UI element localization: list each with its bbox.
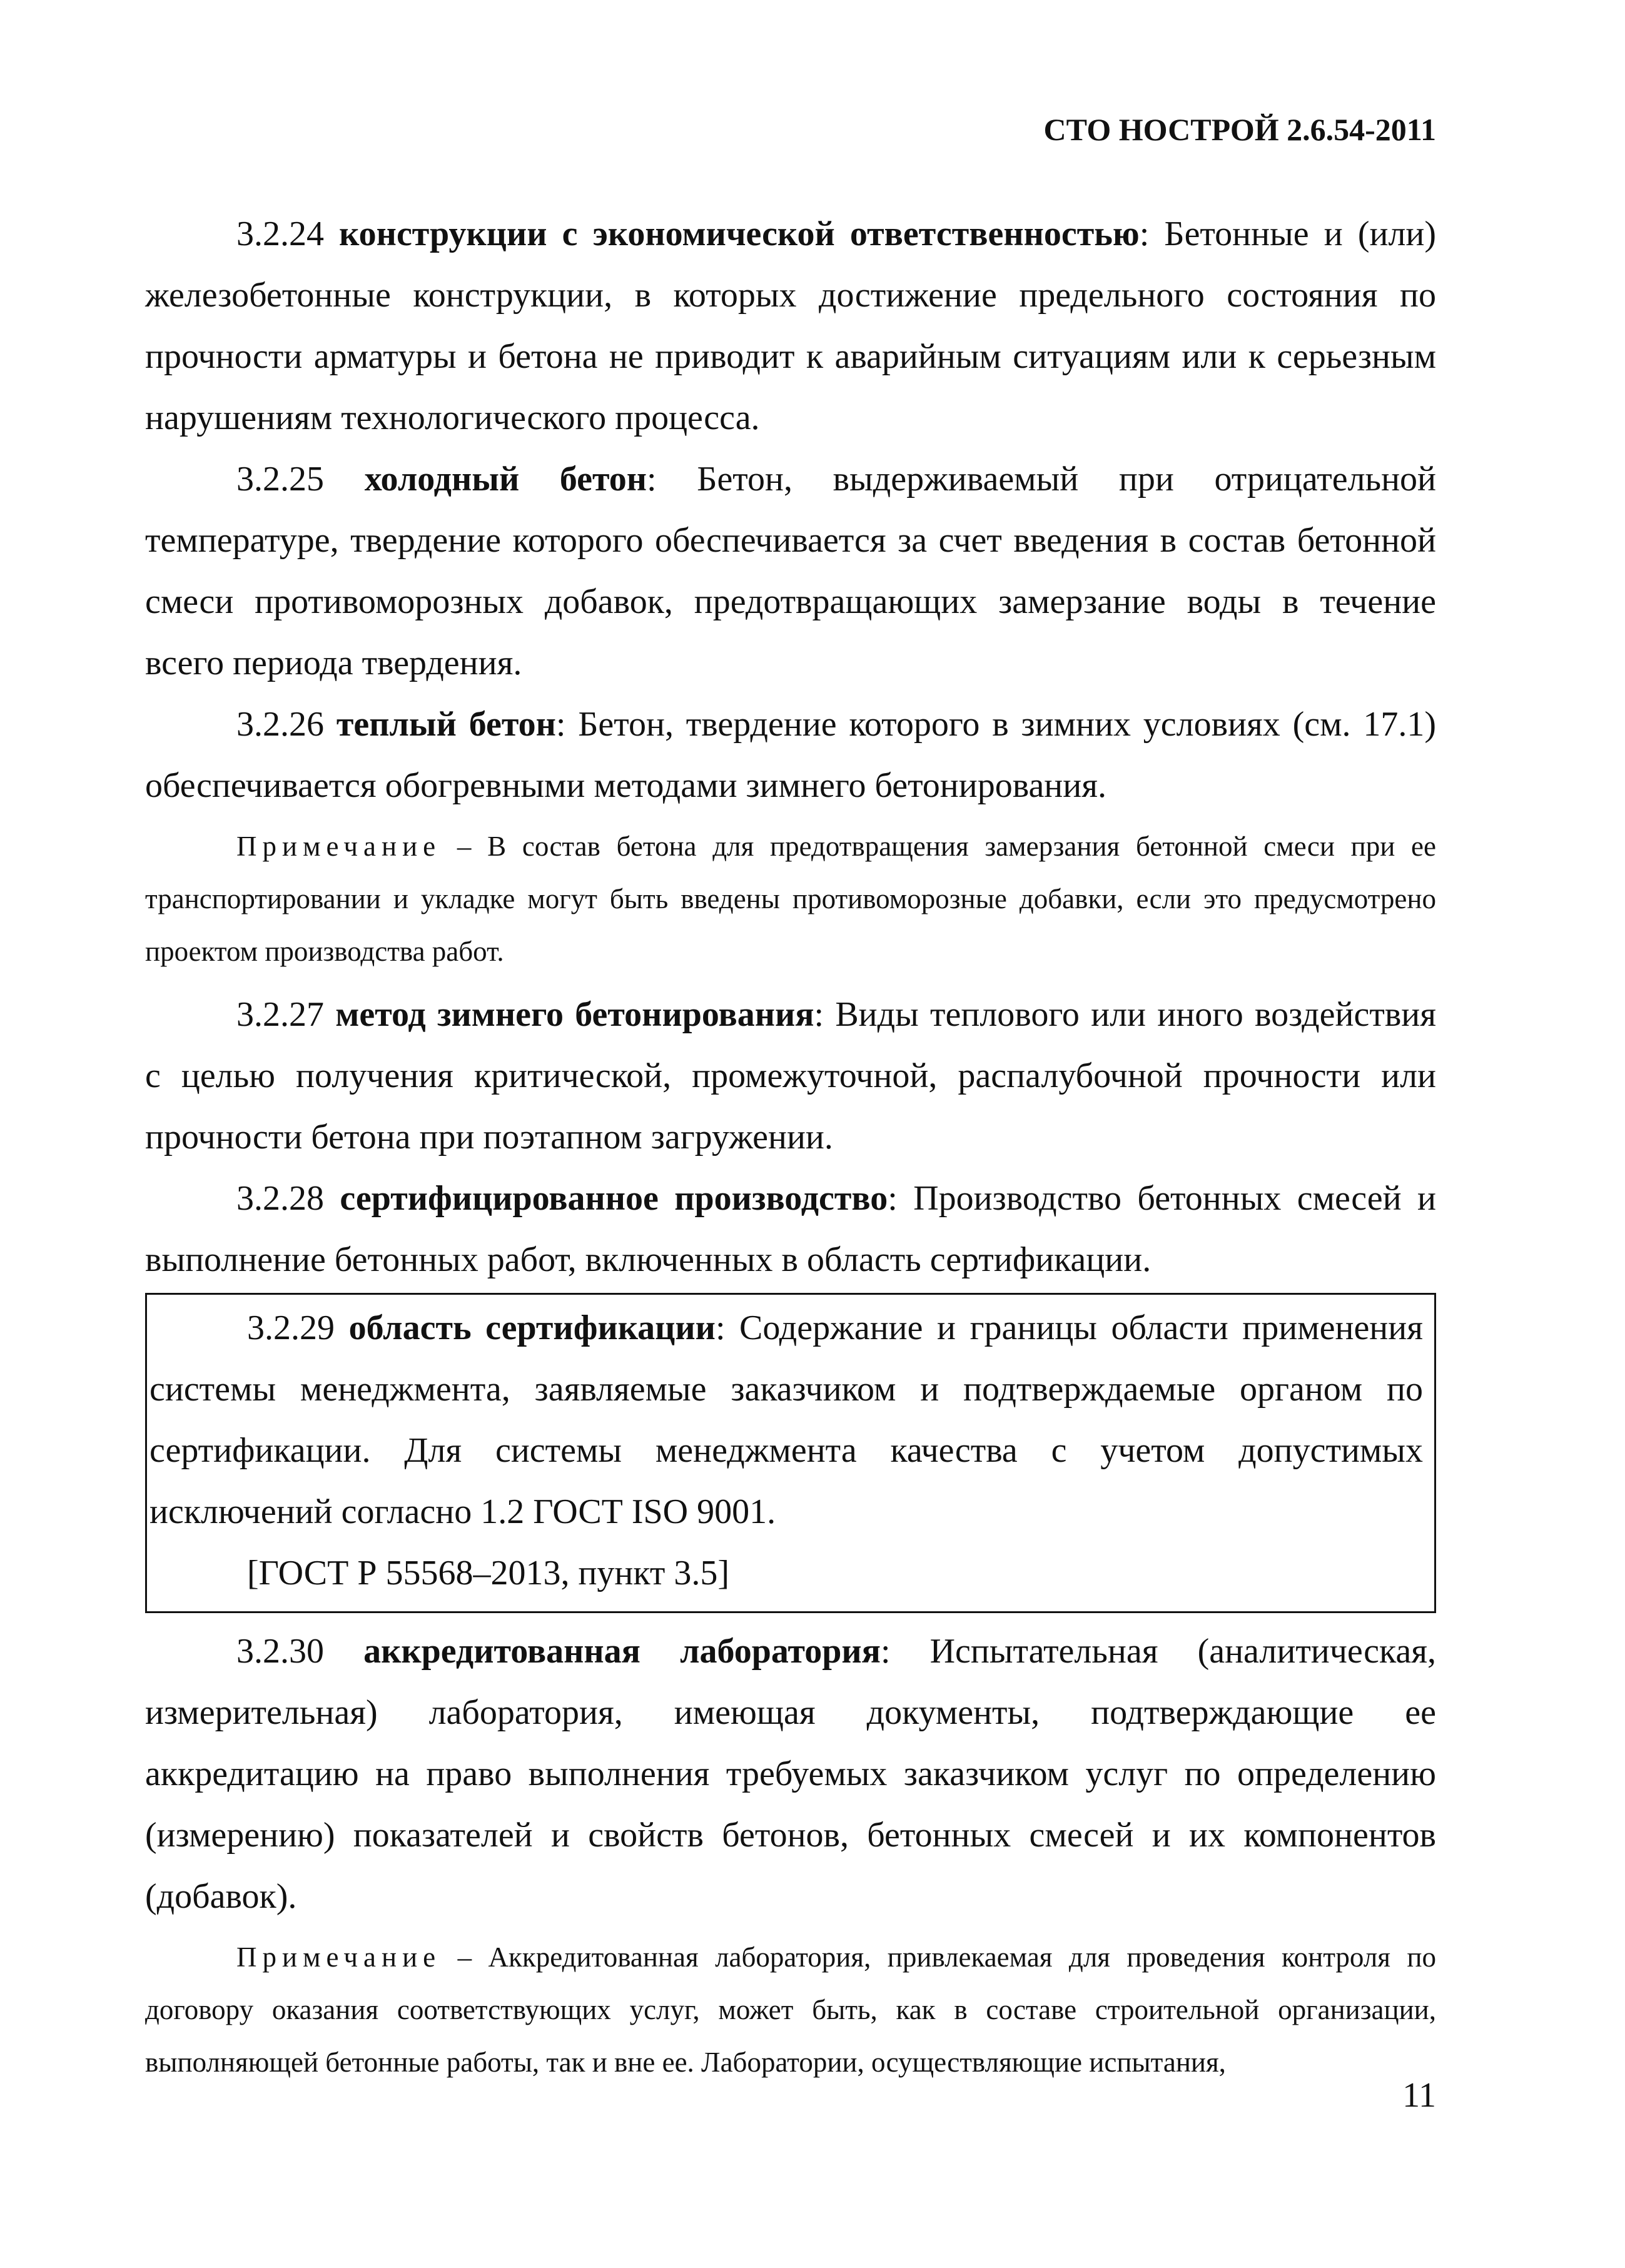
term-3-2-30 [145,1621,1436,1927]
term-name: теплый бетон [336,705,556,744]
note-accredited-lab [145,1931,1436,2088]
page-number: 11 [1402,2076,1436,2115]
term-3-2-24 [145,203,1436,448]
term-name: область сертификации [348,1309,716,1347]
term-number: 3.2.29 [247,1309,335,1347]
term-name: сертифицированное производство [340,1179,888,1218]
term-name: метод зимнего бетонирования [335,995,814,1034]
term-definition: : Испытательная (аналитическая, измерительная) лаборатория, имеющая документы, подтверждающие ее аккредитацию на право выполнения требуемых заказчиком услуг по определению (измерению) показателей и свойств бетонов, бетонных смесей и их компонентов (добавок). [145,1632,1437,1916]
term-number: 3.2.30 [236,1632,324,1671]
term-definition: : Бетон, твердение которого в зимних условиях (см. 17.1) обеспечивается обогревными методами зимнего бетонирования. [145,705,1437,805]
term-3-2-29 [149,1297,1423,1542]
term-number: 3.2.24 [236,215,324,253]
term-definition: : Производство бетонных смесей и выполнение бетонных работ, включенных в область сертификации. [145,1179,1436,1279]
term-3-2-25 [145,448,1436,694]
boxed-term-3-2-29 [145,1293,1436,1613]
note-label: Примечание [236,1941,442,1973]
document-body [145,203,1436,2095]
term-3-2-27 [145,984,1436,1168]
note-text: – В состав бетона для предотвращения замерзания бетонной смеси при ее транспортировании и укладке могут быть введены противоморозные добавки, если это предусмотрено проектом производства работ. [145,831,1436,967]
note-label: Примечание [236,831,442,862]
term-name: аккредитованная лаборатория [363,1632,881,1671]
term-name: холодный бетон [364,460,647,499]
note-text: – Аккредитованная лаборатория, привлекаемая для проведения контроля по договору оказания соответствующих услуг, может быть, как в составе строительной организации, выполняющей бетонные работы, так и вне ее. Лаборатории, осуществляющие испытания, [145,1941,1436,2078]
term-number: 3.2.26 [236,705,324,744]
term-name: конструкции с экономической ответственностью [339,215,1140,253]
term-definition: : Содержание и границы области применения системы менеджмента, заявляемые заказчиком и подтверждаемые органом по сертификации. Для системы менеджмента качества с учетом допустимых исключений согласно 1.2 ГОСТ ISO 9001. [149,1309,1423,1531]
note-winter-additives [145,820,1436,978]
term-definition: : Бетон, выдерживаемый при отрицательной температуре, твердение которого обеспечивается за счет введения в состав бетонной смеси противоморозных добавок, предотвращающих замерзание воды в течение всего периода твердения. [145,460,1437,682]
document-header: СТО НОСТРОЙ 2.6.54-2011 [1043,112,1436,147]
term-definition: : Виды теплового или иного воздействия с целью получения критической, промежуточной, распалубочной прочности или прочности бетона при поэтапном загружении. [145,995,1436,1157]
term-definition: : Бетонные и (или) железобетонные конструкции, в которых достижение предельного состояния по прочности арматуры и бетона не приводит к аварийным ситуациям или к серьезным нарушениям технологического процесса. [145,215,1437,437]
term-3-2-28 [145,1168,1436,1290]
term-3-2-26 [145,694,1436,816]
term-number: 3.2.27 [236,995,324,1034]
term-number: 3.2.28 [236,1179,324,1218]
term-reference: [ГОСТ Р 55568–2013, пункт 3.5] [247,1554,729,1592]
term-number: 3.2.25 [236,460,324,499]
